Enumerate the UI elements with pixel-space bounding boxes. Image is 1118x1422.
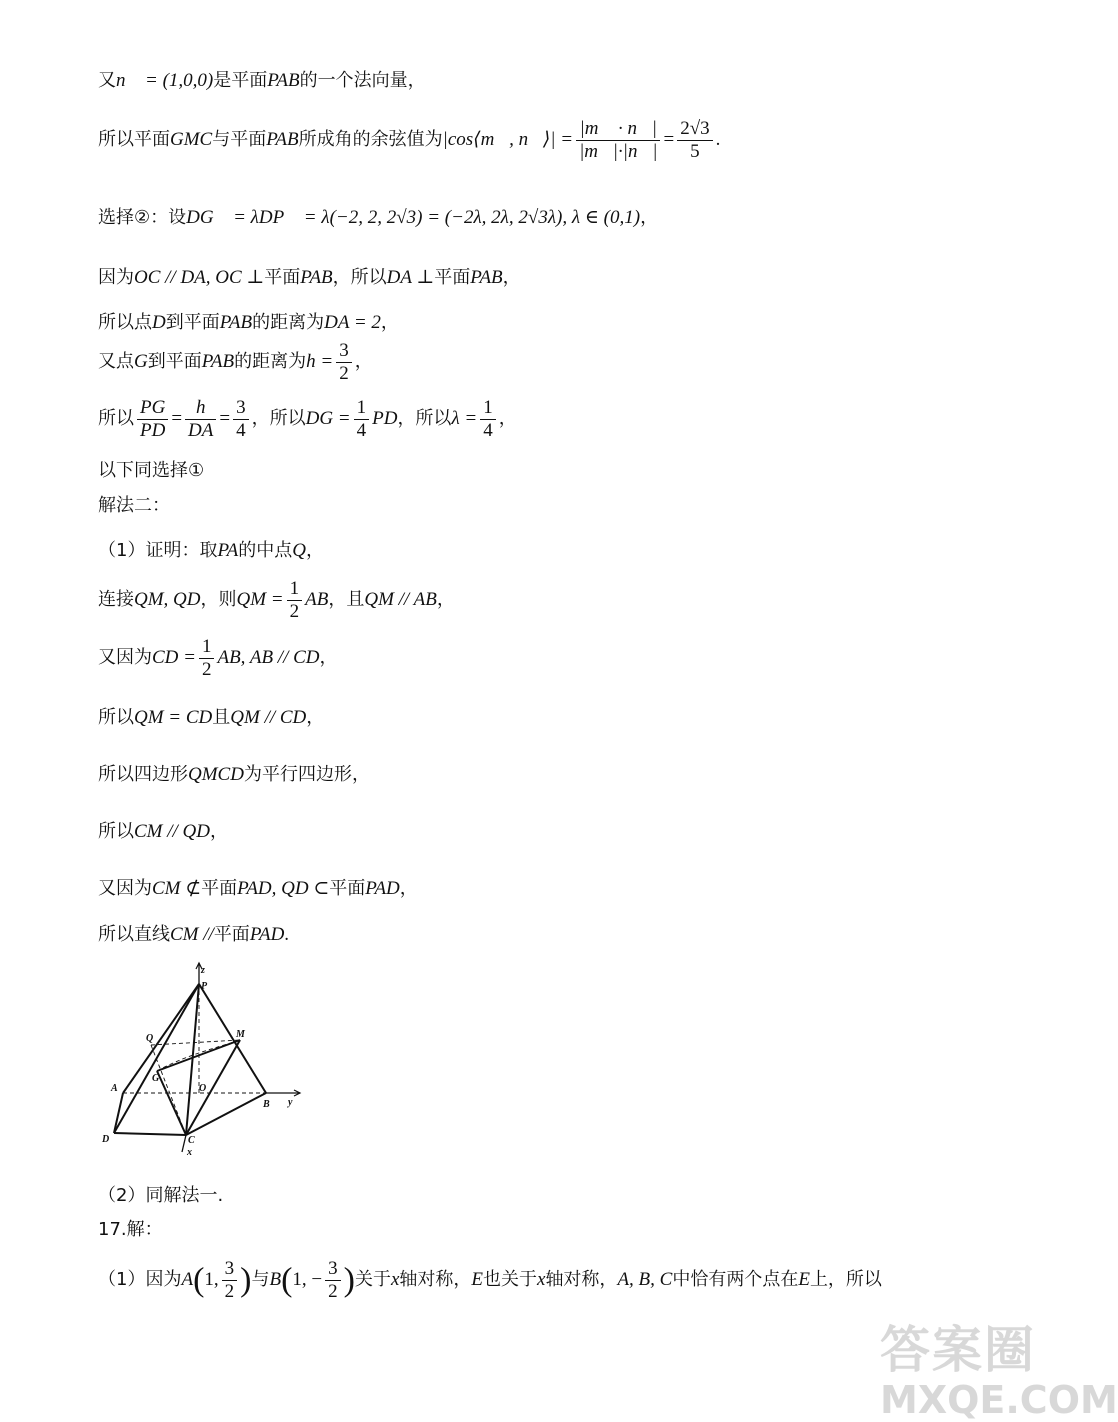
text-line-3 (98, 203, 658, 229)
math: PD (372, 407, 398, 429)
pyramid-figure (96, 960, 306, 1164)
text-line-4 (98, 263, 521, 289)
math: A, B, C (617, 1268, 673, 1290)
text: 的距离为 (252, 312, 325, 333)
math: . (715, 128, 721, 150)
denominator: 2 (224, 1281, 235, 1302)
text: ， (210, 821, 228, 842)
math: AB (305, 588, 329, 610)
text-line-15 (98, 817, 228, 843)
math: CM ⊄ (152, 878, 202, 899)
label-q: Q (146, 1033, 154, 1044)
text: 所以平面 (98, 128, 170, 150)
label-c: C (188, 1135, 195, 1146)
math: x (537, 1268, 546, 1290)
text: ， (306, 707, 325, 728)
math: = (171, 407, 183, 429)
text: 中恰有两个点在 (672, 1268, 799, 1290)
math: x (390, 1268, 400, 1290)
text: ， (399, 878, 418, 899)
text: 的中点 (238, 540, 293, 561)
text: 平面 (213, 924, 250, 945)
math: E (798, 1268, 810, 1290)
math: QMCD (188, 764, 244, 785)
fraction (576, 118, 660, 163)
edge-pa (123, 984, 199, 1093)
numerator: 3 (325, 1258, 341, 1281)
label-o: O (199, 1083, 207, 1094)
text-line-1 (98, 66, 426, 92)
math: PAD, QD ⊂ (237, 878, 330, 899)
text: 所以直线 (98, 924, 170, 945)
math: Q (292, 540, 306, 561)
text: 平面 (201, 878, 238, 899)
text: 的一个法向量， (299, 70, 426, 91)
fraction (336, 340, 352, 385)
fraction (199, 636, 215, 681)
edge-gc (157, 1071, 186, 1135)
fraction (185, 397, 216, 442)
text: ， (305, 540, 324, 561)
label-x: x (187, 1147, 192, 1158)
math: QM // AB (364, 588, 437, 610)
text-line-12 (98, 636, 338, 681)
text: ，所以 (251, 407, 306, 429)
text: ， (319, 646, 338, 668)
math: 1, − (292, 1268, 323, 1290)
math: CM // QD (134, 821, 210, 842)
edge-pd (114, 984, 199, 1133)
numerator: 1 (480, 397, 496, 420)
denominator: DA (188, 420, 214, 441)
watermark (880, 1310, 1118, 1422)
math: QM = (236, 588, 284, 610)
text: 平面 (434, 267, 471, 288)
text: 所以点 (98, 312, 152, 333)
text: ，且 (328, 588, 365, 610)
numerator: PG (137, 397, 168, 420)
fraction (354, 397, 370, 442)
denominator: 2 (328, 1281, 338, 1302)
denominator: 2 (289, 601, 300, 622)
x-axis (182, 1135, 186, 1152)
label-d: D (102, 1134, 110, 1145)
text: 以下同选择① (98, 460, 205, 481)
text: 与 (251, 1268, 270, 1290)
text: （2）同解法一. (98, 1185, 224, 1206)
math: QM = CD (134, 707, 213, 728)
math: PAB (219, 312, 253, 333)
watermark-bottom: MXQE.COM (880, 1378, 1118, 1422)
text: ， (498, 407, 517, 429)
label-y: y (288, 1097, 293, 1108)
math: AB, AB // CD (217, 646, 320, 668)
numerator: h (185, 397, 216, 420)
text: （1）证明：取 (98, 540, 218, 561)
denominator: 4 (483, 420, 493, 441)
text-line-8 (98, 456, 204, 482)
math: QM, QD (134, 588, 201, 610)
math: = (219, 407, 231, 429)
text: 平面 (329, 878, 366, 899)
text: 到平面 (147, 350, 202, 372)
math: G (134, 350, 148, 372)
text: ， (502, 267, 521, 288)
numerator: 3 (222, 1258, 238, 1281)
numerator: 1 (287, 578, 303, 601)
fraction (287, 578, 303, 623)
label-g: G (152, 1073, 160, 1084)
math: OC // DA, OC ⊥ (134, 267, 265, 288)
math: PAD (365, 878, 400, 899)
math: PAB (266, 128, 299, 150)
text: 轴对称， (545, 1268, 618, 1290)
denominator: |m⃗|·|n⃗| (579, 141, 658, 162)
fraction (137, 397, 168, 442)
math: PAB (470, 267, 503, 288)
text: 解法二： (98, 495, 170, 516)
text-line-19 (98, 1215, 163, 1241)
math: D (152, 312, 166, 333)
fraction (325, 1258, 341, 1303)
text-line-14 (98, 760, 370, 786)
numerator: 3 (336, 340, 352, 363)
text: 所以 (98, 707, 134, 728)
text: 且 (212, 707, 231, 728)
text: 又因为 (98, 646, 152, 668)
text: 选择②：设 (98, 207, 187, 228)
text: 上，所以 (809, 1268, 882, 1290)
label-z: z (201, 965, 205, 976)
fraction (233, 397, 249, 442)
denominator: PD (140, 420, 166, 441)
text: 是平面 (213, 70, 268, 91)
math: PAB (300, 267, 333, 288)
math: GMC (170, 128, 213, 150)
math: 1, (204, 1268, 219, 1290)
text: 所以 (98, 407, 134, 429)
text: 又因为 (98, 878, 152, 899)
text: 平面 (264, 267, 301, 288)
denominator: 2 (201, 659, 212, 680)
text: 又 (98, 70, 116, 91)
text: 轴对称， (399, 1268, 472, 1290)
text-line-6 (98, 340, 373, 385)
fraction (222, 1258, 238, 1303)
math: B (269, 1268, 282, 1290)
text-line-11 (98, 578, 455, 623)
numerator: 1 (199, 636, 215, 659)
text-line-2 (98, 118, 720, 163)
text-line-13 (98, 703, 324, 729)
text-line-5 (98, 308, 399, 334)
text: 因为 (98, 267, 134, 288)
text: ， (380, 312, 399, 333)
denominator: 5 (690, 141, 700, 162)
math: CD = (152, 646, 196, 668)
numerator: |m⃗ · n⃗| (576, 118, 660, 141)
text: （1）因为 (98, 1268, 182, 1290)
math: PA (217, 540, 239, 561)
text-line-16 (98, 874, 418, 900)
text: 的距离为 (234, 350, 307, 372)
label-a: A (111, 1083, 118, 1094)
math: A (181, 1268, 194, 1290)
edge-dc (114, 1133, 186, 1135)
numerator: 3 (233, 397, 249, 420)
math: h = (306, 350, 334, 372)
text: 与平面 (212, 128, 267, 150)
label-p: P (201, 981, 208, 992)
math: DG⃗ = λDP⃗ = λ(−2, 2, 2√3) = (−2λ, 2λ, 2√3λ), λ ∈ (0,1) (186, 207, 641, 228)
text-line-20: （1）因为A(1, $\frac{3}{2}$ )与B(1, − $\frac{3}{2}$ )关于x轴对称，E也关于x轴对称，A, B, C中恰有两个点在E上，所以 (98, 1258, 882, 1302)
math: PAD (249, 924, 285, 945)
text: 所以 (98, 821, 134, 842)
text: 也关于 (483, 1268, 537, 1290)
text: 为平行四边形， (243, 764, 370, 785)
text-line-10 (98, 536, 324, 562)
math: = (663, 128, 675, 150)
edge-pb (199, 984, 266, 1093)
pyramid-diagram (96, 960, 306, 1160)
math: CM // (170, 924, 214, 945)
watermark-top: 答案圈 (880, 1321, 1036, 1379)
label-b: B (263, 1099, 270, 1110)
math: QM // CD (230, 707, 307, 728)
text: ， (436, 588, 455, 610)
text: 到平面 (165, 312, 220, 333)
edge-gm (157, 1040, 240, 1071)
text: ，所以 (332, 267, 387, 288)
text: 17.解： (98, 1219, 163, 1240)
math: DG = (305, 407, 351, 429)
math: E (471, 1268, 483, 1290)
denominator: 4 (236, 420, 246, 441)
denominator: 2 (339, 363, 349, 384)
math: PAB (201, 350, 235, 372)
denominator: 4 (356, 420, 367, 441)
fraction (480, 397, 496, 442)
text-line-18 (98, 1181, 223, 1207)
label-m: M (236, 1029, 245, 1040)
math: n⃗ = (1,0,0) (116, 70, 214, 91)
text: ，则 (200, 588, 237, 610)
text: ，所以 (397, 407, 452, 429)
math: DA = 2 (324, 312, 381, 333)
math: |cos⟨m⃗, n⃗⟩| = (442, 128, 574, 150)
text: 关于 (354, 1268, 391, 1290)
fraction (677, 118, 712, 163)
text: 连接 (98, 588, 134, 610)
text: 所成角的余弦值为 (298, 128, 443, 150)
text-line-17 (98, 920, 289, 946)
math: λ = (451, 407, 478, 429)
text-line-9 (98, 491, 170, 517)
text: 又点 (98, 350, 134, 372)
text: . (284, 924, 290, 945)
text: ， (640, 207, 659, 228)
math: PAB (267, 70, 300, 91)
text: ， (354, 350, 373, 372)
text: 所以四边形 (98, 764, 188, 785)
numerator: 2√3 (677, 118, 712, 141)
math: DA ⊥ (386, 267, 435, 288)
text-line-7 (98, 397, 517, 442)
numerator: 1 (354, 397, 370, 420)
